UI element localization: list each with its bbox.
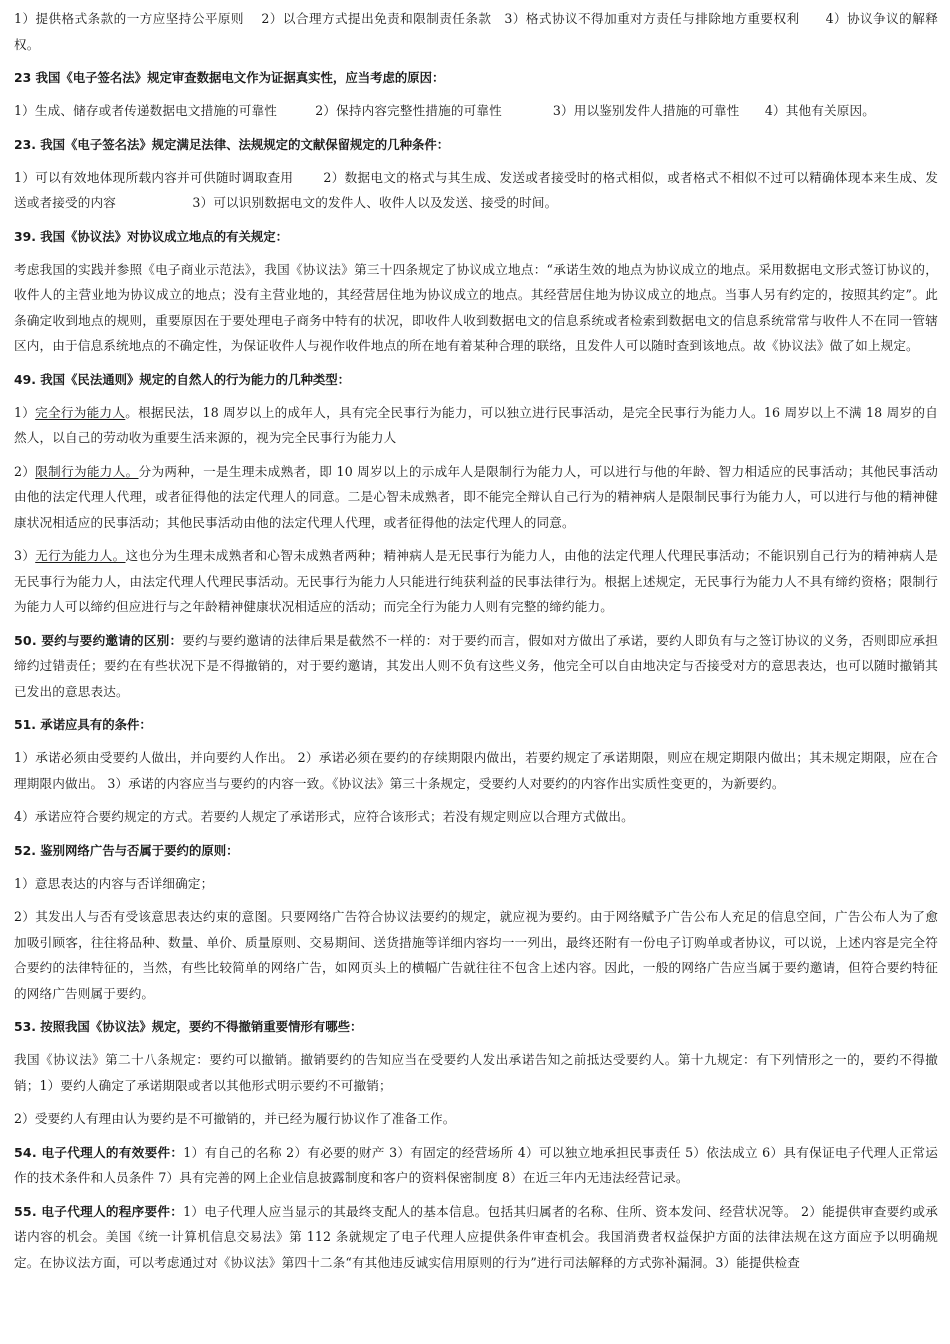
acceptance-conditions-paragraph: 1）承诺必须由受要约人做出，并向要约人作出。 2）承诺必须在要约的存续期限内做出，若要约规定了承诺期限，则应在规定期限内做出；其未规定期限，应在合理期限内做出。 3）承诺的内容应当与要约的内容一致。《协议法》第三十条规定，受要约人对要约的内容作出实质性变更的，为新要约。 (14, 750, 938, 791)
no-capacity-text: 这也分为生理未成熟者和心智未成熟者两种；精神病人是无民事行为能力人，由他的法定代理人代理民事活动；不能识别自己行为的精神病人是无民事行为能力人，由法定代理人代理民事活动。无民事行为能力人只能进行纯获利益的民事法律行为。根据上述规定，无民事行为能力人不具有缔约资格；限制行为能力人可以缔约但应进行与之年龄精神健康状况相适应的活动；而完全行为能力人则有完整的缔约能力。 (14, 548, 938, 614)
section-heading-retention-conditions: 23. 我国《电子签名法》规定满足法律、法规规定的文献保留规定的几种条件： (14, 136, 450, 152)
limited-capacity-text: 分为两种，一是生理未成熟者，即 10 周岁以上的示成年人是限制行为能力人，可以进行与他的年龄、智力相适应的民事活动；其他民事活动由他的法定代理人代理，或者征得他的法定代理人的同意。二是心智未成熟者，即不能完全辩认自己行为的精神病人是限制民事行为能力人，可以进行与他的精神健康状况相适应的民事活动；其他民事活动由他的法定代理人代理，或者征得他的法定代理人的同意。 (14, 463, 938, 530)
irrevocable-offer-point-2: 2）受要约人有理由认为要约是不可撤销的，并已经为履行协议作了准备工作。 (14, 1111, 456, 1126)
retention-conditions-paragraph: 1）可以有效地体现所载内容并可供随时调取查用 2）数据电文的格式与其生成、发送或者接受时的格式相似，或者格式不相似不过可以精确体现本来生成、发送或者接受的内容 3）可以识别数据电文的发件人、收件人以及发送、接受的时间。 (14, 169, 938, 210)
irrevocable-offer-paragraph: 我国《协议法》第二十八条规定：要约可以撤销。撤销要约的告知应当在受要约人发出承诺告知之前抵达受要约人。第十九规定：有下列情形之一的，要约不得撤销；1）要约人确定了承诺期限或者以其他形式明示要约不可撤销； (14, 1052, 938, 1093)
offer-vs-invitation-text: 要约与要约邀请的法律后果是截然不一样的：对于要约而言，假如对方做出了承诺，要约人即负有与之签订协议的义务，否则即应承担缔约过错责任；要约在有些状况下是不得撤销的，对于要约邀请，其发出人则不负有这些义务，他完全可以自由地决定与否接受对方的意思表达，也可以随时撤销其已发出的意思表达。 (14, 632, 938, 699)
agent-procedure-paragraph (14, 1199, 938, 1276)
no-capacity-term: 无行为能力人。 (35, 548, 126, 563)
full-capacity-term: 完全行为能力人 (35, 404, 126, 420)
section-heading-acceptance-conditions: 51. 承诺应具有的条件： (14, 717, 152, 732)
section-heading-agent-validity: 54. 电子代理人的有效要件： (14, 1144, 184, 1160)
contract-place-paragraph: 考虑我国的实践并参照《电子商业示范法》，我国《协议法》第三十四条规定了协议成立地点：“承诺生效的地点为协议成立的地点。采用数据电文形式签订协议的，收件人的主营业地为协议成立的地点；没有主营业地的，其经营居住地为协议成立的地点。其经营居住地为协议成立的地点。当事人另有约定的，按照其约定”。此条确定收到地点的规则，重要原因在于要处理电子商务中特有的状况，即收件人收到数据电文的信息系统或者检索到数据电文的信息系统常常与收件人不在同一管辖区内，由于信息系统地点的不确定性，为保证收件人与视作收件地点的所在地有着某种合理的联络，且发件人可以随时查到该地点。故《协议法》做了如上规定。 (14, 261, 938, 353)
agent-validity-text: 1）有自己的名称 2）有必要的财产 3）有固定的经营场所 4）可以独立地承担民事责任 5）依法成立 6）具有保证电子代理人正常运作的技术条件和人员条件 7）具有完善的网上企业信息披露制度和客户的资料保密制度 8）在近三年内无违法经营记录。 (14, 1144, 938, 1185)
section-heading-irrevocable-offer: 53. 按照我国《协议法》规定，要约不得撤销重要情形有哪些： (14, 1019, 363, 1034)
evidence-authenticity-paragraph: 1）生成、储存或者传递数据电文措施的可靠性 2）保持内容完整性措施的可靠性 3）用以鉴别发件人措施的可靠性 4）其他有关原因。 (14, 103, 875, 118)
acceptance-method-paragraph: 4）承诺应符合要约规定的方式。若要约人规定了承诺形式，应符合该形式；若没有规定则应以合理方式做出。 (14, 809, 634, 824)
list-number: 2） (14, 463, 36, 479)
online-ad-point-1: 1）意思表达的内容与否详细确定； (14, 875, 214, 891)
section-heading-online-ad: 52. 鉴别网络广告与否属于要约的原则： (14, 842, 239, 858)
limited-capacity-term: 限制行为能力人。 (35, 463, 139, 479)
section-heading-contract-place: 39. 我国《协议法》对协议成立地点的有关规定： (14, 228, 289, 244)
online-ad-point-2: 2）其发出人与否有受该意思表达约束的意图。只要网络广告符合协议法要约的规定，就应视为要约。由于网络赋予广告公布人充足的信息空间，广告公布人为了愈加吸引顾客，往往将品种、数量、单价、质量原则、交易期间、送货措施等详细内容均一一列出，最终还附有一份电子订购单或者协议，可以说，上述内容是完全符合要约的法律特征的，当然，有些比较简单的网络广告，如网页头上的横幅广告就往往不包含上述内容。因此，一般的网络广告应当属于要约邀请，但符合要约特征的网络广告则属于要约。 (14, 909, 938, 1001)
section-heading-offer-vs-invitation: 50. 要约与要约邀请的区别： (14, 632, 183, 648)
limited-capacity-paragraph (14, 459, 938, 536)
offer-vs-invitation-paragraph (14, 628, 938, 705)
no-capacity-paragraph (14, 543, 938, 620)
list-number: 3） (14, 548, 36, 563)
full-capacity-paragraph (14, 400, 938, 451)
agent-validity-paragraph (14, 1140, 938, 1191)
list-number: 1） (14, 404, 36, 420)
section-heading-evidence-authenticity: 23 我国《电子签名法》规定审查数据电文作为证据真实性，应当考虑的原因： (14, 70, 445, 85)
format-clause-paragraph: 1）提供格式条款的一方应坚持公平原则 2）以合理方式提出免责和限制责任条款 3）格式协议不得加重对方责任与排除地方重要权利 4）协议争议的解释权。 (14, 11, 938, 52)
section-heading-capacity-types: 49. 我国《民法通则》规定的自然人的行为能力的几种类型： (14, 371, 351, 387)
agent-procedure-text: 1）电子代理人应当显示的其最终支配人的基本信息。包括其归属者的名称、住所、资本发问、经营状况等。 2）能提供审查要约或承诺内容的机会。美国《统一计算机信息交易法》第 112 条就规定了电子代理人应提供条件审查机会。我国消费者权益保护方面的法律法规在这方面应予以明确规定。在协议法方面，可以考虑通过对《协议法》第四十二条“有其他违反诚实信用原则的行为”进行司法解释的方式弥补漏洞。3）能提供检查 (14, 1203, 938, 1270)
full-capacity-text: 。根据民法，18 周岁以上的成年人，具有完全民事行为能力，可以独立进行民事活动，是完全民事行为能力人。16 周岁以上不满 18 周岁的自然人，以自己的劳动收为重要生活来源的，视为完全民事行为能力人 (14, 404, 938, 445)
section-heading-agent-procedure: 55. 电子代理人的程序要件： (14, 1203, 184, 1219)
